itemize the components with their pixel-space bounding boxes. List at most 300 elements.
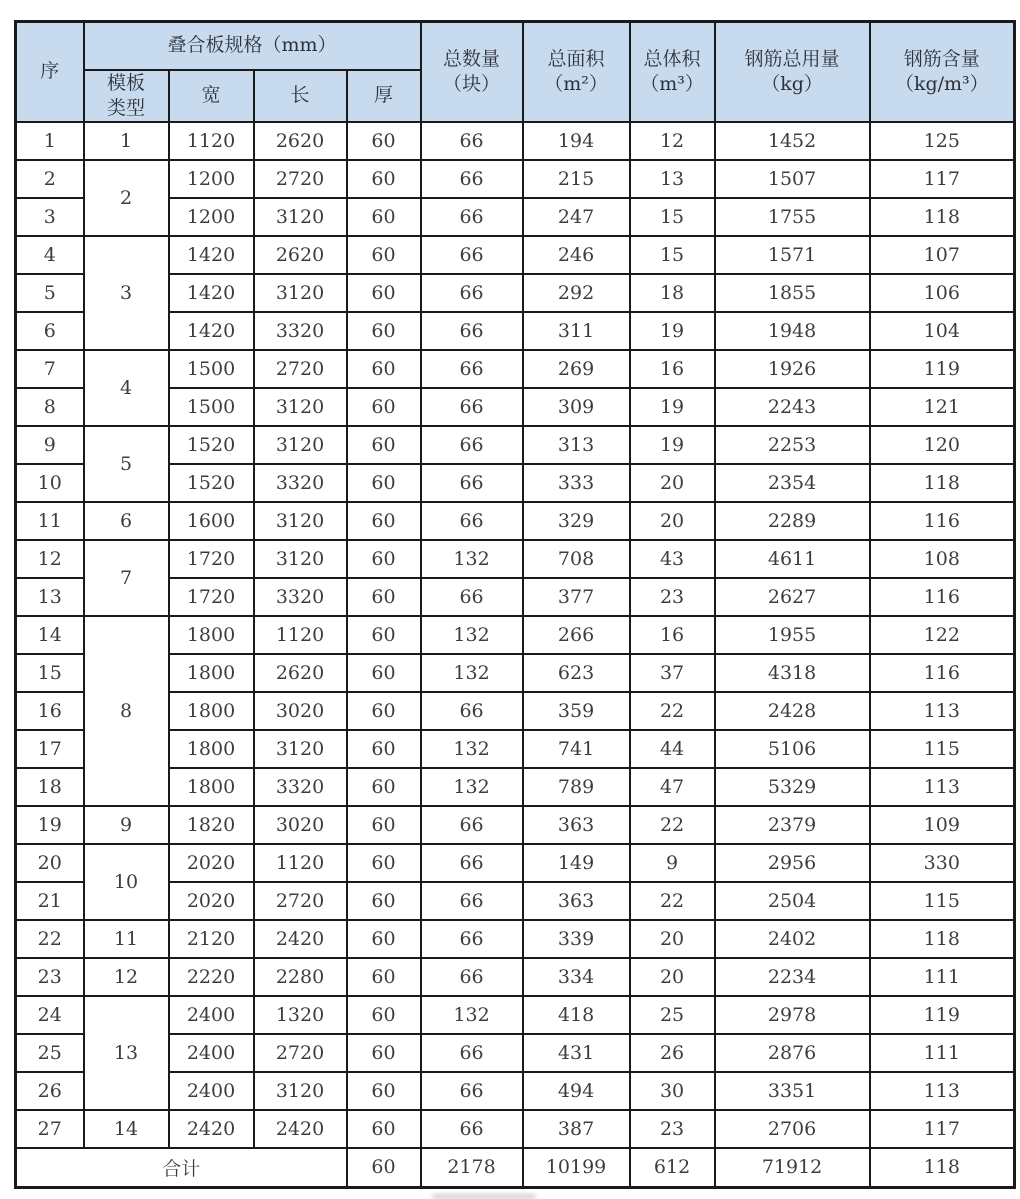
cell-rebar: 2978 [715, 996, 870, 1034]
cell-area: 789 [523, 768, 630, 806]
cell-qty: 66 [421, 692, 523, 730]
cell-seq: 15 [16, 654, 84, 692]
table-row [16, 426, 1015, 464]
cell-rebar: 2504 [715, 882, 870, 920]
cell-seq: 27 [16, 1110, 84, 1148]
cell-content: 108 [870, 540, 1015, 578]
cell-rebar: 2627 [715, 578, 870, 616]
cell-rebar: 2243 [715, 388, 870, 426]
cell-qty: 66 [421, 274, 523, 312]
table-row [16, 502, 1015, 540]
col-header-rebar-total-line2: （kg） [761, 72, 823, 95]
cell-volume: 37 [630, 654, 715, 692]
cell-template-type: 10 [84, 844, 169, 920]
cell-content: 113 [870, 1072, 1015, 1110]
table-footer [16, 1148, 1015, 1188]
cell-content: 115 [870, 882, 1015, 920]
total-area: 10199 [523, 1148, 630, 1188]
cell-volume: 16 [630, 616, 715, 654]
cell-area: 149 [523, 844, 630, 882]
cell-area: 329 [523, 502, 630, 540]
cell-qty: 66 [421, 806, 523, 844]
col-header-rebar-content-line1: 钢筋含量 [903, 48, 980, 71]
cell-template-type: 2 [84, 160, 169, 236]
cell-width: 1500 [169, 388, 254, 426]
cell-area: 247 [523, 198, 630, 236]
table-row [16, 616, 1015, 654]
cell-volume: 20 [630, 502, 715, 540]
cell-width: 1720 [169, 540, 254, 578]
cell-width: 1200 [169, 160, 254, 198]
col-header-qty-line2: （块） [443, 72, 501, 95]
cell-area: 246 [523, 236, 630, 274]
cell-area: 741 [523, 730, 630, 768]
cell-content: 118 [870, 464, 1015, 502]
cell-rebar: 2876 [715, 1034, 870, 1072]
cell-rebar: 1571 [715, 236, 870, 274]
cell-rebar: 1926 [715, 350, 870, 388]
cell-thickness: 60 [347, 502, 421, 540]
cell-area: 334 [523, 958, 630, 996]
cell-qty: 132 [421, 768, 523, 806]
cell-content: 113 [870, 692, 1015, 730]
cell-length: 3120 [254, 540, 347, 578]
cell-content: 116 [870, 654, 1015, 692]
cell-volume: 15 [630, 236, 715, 274]
cell-rebar: 2253 [715, 426, 870, 464]
cell-qty: 66 [421, 464, 523, 502]
cell-thickness: 60 [347, 1072, 421, 1110]
cell-seq: 20 [16, 844, 84, 882]
cell-volume: 20 [630, 464, 715, 502]
table-row [16, 958, 1015, 996]
cutoff-text-artifact [432, 1194, 536, 1199]
cell-thickness: 60 [347, 616, 421, 654]
cell-volume: 22 [630, 806, 715, 844]
cell-width: 1800 [169, 654, 254, 692]
cell-qty: 66 [421, 1072, 523, 1110]
cell-thickness: 60 [347, 274, 421, 312]
cell-length: 1120 [254, 616, 347, 654]
cell-seq: 13 [16, 578, 84, 616]
cell-rebar: 5329 [715, 768, 870, 806]
cell-rebar: 2354 [715, 464, 870, 502]
cell-qty: 132 [421, 996, 523, 1034]
cell-seq: 23 [16, 958, 84, 996]
cell-seq: 7 [16, 350, 84, 388]
cell-area: 418 [523, 996, 630, 1034]
cell-length: 1120 [254, 844, 347, 882]
cell-width: 1800 [169, 692, 254, 730]
cell-rebar: 3351 [715, 1072, 870, 1110]
total-label: 合计 [16, 1148, 347, 1188]
col-header-qty-line1: 总数量 [443, 48, 501, 71]
col-header-seq: 序 [16, 22, 84, 122]
cell-rebar: 2706 [715, 1110, 870, 1148]
cell-length: 2280 [254, 958, 347, 996]
cell-width: 1800 [169, 616, 254, 654]
cell-width: 1420 [169, 274, 254, 312]
col-header-template-type-line2: 类型 [106, 96, 145, 119]
cell-length: 2420 [254, 1110, 347, 1148]
cell-seq: 12 [16, 540, 84, 578]
total-row [16, 1148, 1015, 1188]
cell-content: 106 [870, 274, 1015, 312]
cell-qty: 66 [421, 122, 523, 160]
col-header-rebar-content-line2: （kg/m³） [894, 72, 989, 95]
cell-content: 111 [870, 1034, 1015, 1072]
total-thickness: 60 [347, 1148, 421, 1188]
cell-thickness: 60 [347, 350, 421, 388]
cell-seq: 24 [16, 996, 84, 1034]
cell-rebar: 2234 [715, 958, 870, 996]
cell-length: 2720 [254, 350, 347, 388]
cell-length: 3120 [254, 388, 347, 426]
cell-qty: 132 [421, 616, 523, 654]
cell-seq: 22 [16, 920, 84, 958]
cell-template-type: 3 [84, 236, 169, 350]
cell-area: 215 [523, 160, 630, 198]
cell-content: 109 [870, 806, 1015, 844]
cell-volume: 23 [630, 578, 715, 616]
cell-seq: 11 [16, 502, 84, 540]
cell-qty: 132 [421, 730, 523, 768]
cell-template-type: 1 [84, 122, 169, 160]
cell-volume: 22 [630, 692, 715, 730]
cell-length: 3120 [254, 1072, 347, 1110]
cell-rebar: 1755 [715, 198, 870, 236]
cell-length: 3020 [254, 806, 347, 844]
cell-length: 3320 [254, 578, 347, 616]
table-row [16, 236, 1015, 274]
cell-seq: 14 [16, 616, 84, 654]
cell-length: 2620 [254, 236, 347, 274]
cell-rebar: 1452 [715, 122, 870, 160]
cell-volume: 18 [630, 274, 715, 312]
cell-area: 363 [523, 882, 630, 920]
col-header-template-type-line1: 模板 [106, 71, 145, 94]
cell-rebar: 4611 [715, 540, 870, 578]
cell-thickness: 60 [347, 578, 421, 616]
cell-thickness: 60 [347, 540, 421, 578]
cell-seq: 4 [16, 236, 84, 274]
cell-thickness: 60 [347, 882, 421, 920]
cell-volume: 9 [630, 844, 715, 882]
cell-content: 120 [870, 426, 1015, 464]
cell-length: 3320 [254, 312, 347, 350]
table-row [16, 350, 1015, 388]
cell-rebar: 1855 [715, 274, 870, 312]
cell-area: 339 [523, 920, 630, 958]
cell-width: 1820 [169, 806, 254, 844]
cell-qty: 66 [421, 236, 523, 274]
cell-rebar: 2428 [715, 692, 870, 730]
cell-rebar: 1955 [715, 616, 870, 654]
cell-length: 2620 [254, 654, 347, 692]
cell-length: 3320 [254, 464, 347, 502]
cell-rebar: 2379 [715, 806, 870, 844]
col-header-rebar-total-line1: 钢筋总用量 [744, 48, 840, 71]
cell-width: 1520 [169, 464, 254, 502]
cell-template-type: 13 [84, 996, 169, 1110]
cell-seq: 16 [16, 692, 84, 730]
cell-length: 3120 [254, 274, 347, 312]
cell-content: 118 [870, 920, 1015, 958]
cell-length: 3020 [254, 692, 347, 730]
cell-volume: 19 [630, 312, 715, 350]
cell-qty: 66 [421, 882, 523, 920]
cell-content: 107 [870, 236, 1015, 274]
table-header [16, 22, 1015, 122]
cell-rebar: 2956 [715, 844, 870, 882]
cell-area: 494 [523, 1072, 630, 1110]
cell-length: 2620 [254, 122, 347, 160]
cell-thickness: 60 [347, 730, 421, 768]
cell-content: 117 [870, 1110, 1015, 1148]
table-row [16, 160, 1015, 198]
cell-thickness: 60 [347, 1034, 421, 1072]
cell-length: 3120 [254, 426, 347, 464]
cell-width: 1600 [169, 502, 254, 540]
cell-seq: 5 [16, 274, 84, 312]
cell-area: 333 [523, 464, 630, 502]
table-row [16, 920, 1015, 958]
cell-rebar: 5106 [715, 730, 870, 768]
cell-seq: 1 [16, 122, 84, 160]
cell-width: 2400 [169, 1072, 254, 1110]
cell-width: 2220 [169, 958, 254, 996]
cell-qty: 66 [421, 350, 523, 388]
cell-thickness: 60 [347, 768, 421, 806]
cell-volume: 20 [630, 920, 715, 958]
cell-thickness: 60 [347, 844, 421, 882]
col-header-area [523, 22, 630, 122]
cell-rebar: 1948 [715, 312, 870, 350]
cell-width: 2400 [169, 1034, 254, 1072]
cell-thickness: 60 [347, 236, 421, 274]
col-header-spec-group: 叠合板规格（mm） [84, 22, 421, 70]
cell-width: 1500 [169, 350, 254, 388]
cell-volume: 19 [630, 426, 715, 464]
col-header-qty [421, 22, 523, 122]
cell-volume: 30 [630, 1072, 715, 1110]
cell-template-type: 14 [84, 1110, 169, 1148]
cell-width: 2400 [169, 996, 254, 1034]
cell-qty: 66 [421, 388, 523, 426]
cell-length: 3320 [254, 768, 347, 806]
table-row [16, 540, 1015, 578]
cell-length: 1320 [254, 996, 347, 1034]
cell-seq: 10 [16, 464, 84, 502]
col-header-area-line2: （m²） [544, 72, 608, 95]
cell-template-type: 7 [84, 540, 169, 616]
col-header-rebar-total [715, 22, 870, 122]
cell-content: 117 [870, 160, 1015, 198]
cell-qty: 66 [421, 502, 523, 540]
cell-thickness: 60 [347, 806, 421, 844]
cell-thickness: 60 [347, 996, 421, 1034]
cell-thickness: 60 [347, 122, 421, 160]
cell-qty: 66 [421, 844, 523, 882]
cell-rebar: 1507 [715, 160, 870, 198]
cell-seq: 3 [16, 198, 84, 236]
table-row [16, 806, 1015, 844]
cell-area: 377 [523, 578, 630, 616]
cell-width: 1420 [169, 236, 254, 274]
cell-template-type: 11 [84, 920, 169, 958]
cell-qty: 66 [421, 578, 523, 616]
cell-width: 2420 [169, 1110, 254, 1148]
cell-area: 708 [523, 540, 630, 578]
cell-thickness: 60 [347, 388, 421, 426]
cell-area: 269 [523, 350, 630, 388]
cell-thickness: 60 [347, 958, 421, 996]
cell-area: 292 [523, 274, 630, 312]
cell-area: 266 [523, 616, 630, 654]
cell-content: 119 [870, 350, 1015, 388]
cell-content: 330 [870, 844, 1015, 882]
total-volume: 612 [630, 1148, 715, 1188]
cell-thickness: 60 [347, 426, 421, 464]
cell-width: 1520 [169, 426, 254, 464]
cell-content: 125 [870, 122, 1015, 160]
cell-template-type: 12 [84, 958, 169, 996]
cell-qty: 66 [421, 312, 523, 350]
cell-thickness: 60 [347, 692, 421, 730]
cell-thickness: 60 [347, 654, 421, 692]
cell-width: 1420 [169, 312, 254, 350]
cell-rebar: 4318 [715, 654, 870, 692]
cell-length: 2420 [254, 920, 347, 958]
cell-volume: 15 [630, 198, 715, 236]
cell-thickness: 60 [347, 198, 421, 236]
cell-content: 122 [870, 616, 1015, 654]
cell-content: 115 [870, 730, 1015, 768]
total-rebar: 71912 [715, 1148, 870, 1188]
cell-seq: 17 [16, 730, 84, 768]
cell-thickness: 60 [347, 920, 421, 958]
cell-length: 3120 [254, 730, 347, 768]
cell-width: 2020 [169, 844, 254, 882]
cell-area: 387 [523, 1110, 630, 1148]
cell-qty: 66 [421, 1110, 523, 1148]
cell-area: 194 [523, 122, 630, 160]
cell-area: 359 [523, 692, 630, 730]
cell-content: 111 [870, 958, 1015, 996]
cell-area: 623 [523, 654, 630, 692]
cell-qty: 132 [421, 540, 523, 578]
cell-area: 309 [523, 388, 630, 426]
cell-volume: 16 [630, 350, 715, 388]
cell-qty: 66 [421, 160, 523, 198]
table-body [16, 122, 1015, 1148]
cell-area: 313 [523, 426, 630, 464]
cell-width: 1200 [169, 198, 254, 236]
cell-seq: 2 [16, 160, 84, 198]
cell-qty: 132 [421, 654, 523, 692]
table-row [16, 996, 1015, 1034]
total-content: 118 [870, 1148, 1015, 1188]
cell-content: 104 [870, 312, 1015, 350]
cell-template-type: 9 [84, 806, 169, 844]
cell-width: 1800 [169, 768, 254, 806]
table-row [16, 1110, 1015, 1148]
cell-qty: 66 [421, 920, 523, 958]
cell-seq: 18 [16, 768, 84, 806]
cell-seq: 26 [16, 1072, 84, 1110]
cell-content: 116 [870, 578, 1015, 616]
cell-content: 116 [870, 502, 1015, 540]
col-header-volume [630, 22, 715, 122]
table-row [16, 122, 1015, 160]
cell-volume: 26 [630, 1034, 715, 1072]
cell-qty: 66 [421, 198, 523, 236]
cell-width: 1720 [169, 578, 254, 616]
header-row-top [16, 22, 1015, 70]
cell-qty: 66 [421, 958, 523, 996]
slab-spec-table [14, 20, 1016, 1189]
col-header-area-line1: 总面积 [547, 48, 605, 71]
cell-content: 113 [870, 768, 1015, 806]
cell-seq: 8 [16, 388, 84, 426]
cell-volume: 43 [630, 540, 715, 578]
cell-volume: 44 [630, 730, 715, 768]
cell-volume: 13 [630, 160, 715, 198]
col-header-length: 长 [254, 70, 347, 122]
cell-width: 2120 [169, 920, 254, 958]
col-header-template-type [84, 70, 169, 122]
cell-template-type: 4 [84, 350, 169, 426]
cell-template-type: 5 [84, 426, 169, 502]
cell-volume: 12 [630, 122, 715, 160]
cell-area: 311 [523, 312, 630, 350]
total-qty: 2178 [421, 1148, 523, 1188]
cell-volume: 47 [630, 768, 715, 806]
cell-template-type: 8 [84, 616, 169, 806]
col-header-thickness: 厚 [347, 70, 421, 122]
cell-volume: 25 [630, 996, 715, 1034]
table-row [16, 844, 1015, 882]
cell-length: 3120 [254, 198, 347, 236]
cell-length: 2720 [254, 1034, 347, 1072]
cell-content: 118 [870, 198, 1015, 236]
cell-thickness: 60 [347, 312, 421, 350]
cell-thickness: 60 [347, 464, 421, 502]
col-header-volume-line1: 总体积 [643, 48, 701, 71]
cell-volume: 19 [630, 388, 715, 426]
cell-qty: 66 [421, 1034, 523, 1072]
cell-seq: 6 [16, 312, 84, 350]
cell-length: 2720 [254, 160, 347, 198]
cell-content: 121 [870, 388, 1015, 426]
cell-content: 119 [870, 996, 1015, 1034]
cell-width: 1800 [169, 730, 254, 768]
cell-volume: 23 [630, 1110, 715, 1148]
cell-seq: 19 [16, 806, 84, 844]
cell-width: 1120 [169, 122, 254, 160]
col-header-width: 宽 [169, 70, 254, 122]
cell-thickness: 60 [347, 1110, 421, 1148]
col-header-volume-line2: （m³） [640, 72, 704, 95]
cell-qty: 66 [421, 426, 523, 464]
cell-seq: 9 [16, 426, 84, 464]
cell-template-type: 6 [84, 502, 169, 540]
cell-length: 3120 [254, 502, 347, 540]
cell-volume: 22 [630, 882, 715, 920]
cell-seq: 21 [16, 882, 84, 920]
cell-area: 363 [523, 806, 630, 844]
col-header-rebar-content [870, 22, 1015, 122]
